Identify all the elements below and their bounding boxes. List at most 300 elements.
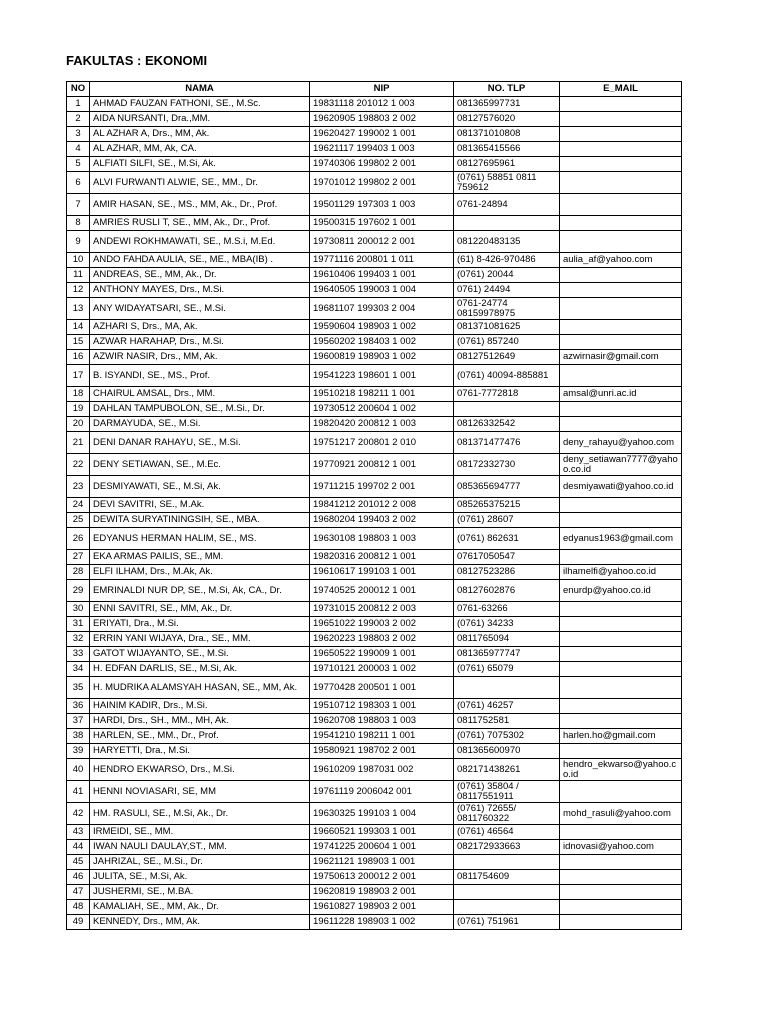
cell-nama: H. MUDRIKA ALAMSYAH HASAN, SE., MM, Ak. [90,677,310,699]
cell-nama: KENNEDY, Drs., MM, Ak. [90,915,310,930]
cell-no: 5 [67,157,90,172]
cell-email: mohd_rasuli@yahoo.com [560,803,682,825]
cell-no: 40 [67,759,90,781]
table-row [67,714,682,729]
cell-no: 35 [67,677,90,699]
cell-no: 38 [67,729,90,744]
table-row [67,662,682,677]
cell-no: 49 [67,915,90,930]
cell-phone: (0761) 7075302 [454,729,560,744]
cell-no: 19 [67,402,90,417]
cell-email [560,825,682,840]
table-row [67,283,682,298]
cell-phone: (0761) 65079 [454,662,560,677]
cell-email [560,513,682,528]
cell-nama: DEWITA SURYATININGSIH, SE., MBA. [90,513,310,528]
cell-no: 44 [67,840,90,855]
cell-email [560,283,682,298]
cell-nama: JULITA, SE., M.Si, Ak. [90,870,310,885]
cell-no: 7 [67,194,90,216]
cell-nama: EKA ARMAS PAILIS, SE., MM. [90,550,310,565]
cell-nama: ELFI ILHAM, Drs., M.Ak, Ak. [90,565,310,580]
cell-nama: ANDEWI ROKHMAWATI, SE., M.S.i, M.Ed. [90,231,310,253]
cell-email [560,781,682,803]
cell-email [560,699,682,714]
cell-nip: 19620223 198803 2 002 [310,632,454,647]
cell-phone [454,885,560,900]
table-row [67,744,682,759]
table-row [67,298,682,320]
cell-email [560,268,682,283]
cell-phone [454,402,560,417]
table-row [67,172,682,194]
cell-no: 25 [67,513,90,528]
cell-nip: 19771116 200801 1 011 [310,253,454,268]
cell-phone: (0761) 28607 [454,513,560,528]
table-row [67,194,682,216]
cell-nama: CHAIRUL AMSAL, Drs., MM. [90,387,310,402]
cell-nip: 19680204 199403 2 002 [310,513,454,528]
cell-phone: (0761) 58851 0811 759612 [454,172,560,194]
cell-no: 16 [67,350,90,365]
cell-nama: JAHRIZAL, SE., M.Si., Dr. [90,855,310,870]
table-row [67,350,682,365]
cell-nip: 19510218 198211 1 001 [310,387,454,402]
cell-phone: 08127523286 [454,565,560,580]
cell-no: 33 [67,647,90,662]
table-row [67,885,682,900]
cell-phone: 081371477476 [454,432,560,454]
cell-email [560,402,682,417]
cell-phone: 081365977747 [454,647,560,662]
cell-nama: AHMAD FAUZAN FATHONI, SE., M.Sc. [90,97,310,112]
cell-nama: ANTHONY MAYES, Drs., M.Si. [90,283,310,298]
table-row [67,402,682,417]
cell-no: 34 [67,662,90,677]
table-row [67,632,682,647]
cell-email [560,172,682,194]
cell-email [560,365,682,387]
cell-nama: DENY SETIAWAN, SE., M.Ec. [90,454,310,476]
cell-email [560,550,682,565]
cell-nama: ALFIATI SILFI, SE., M.Si, Ak. [90,157,310,172]
cell-email [560,231,682,253]
cell-nama: AMRIES RUSLI T, SE., MM, Ak., Dr., Prof. [90,216,310,231]
cell-nip: 19590604 198903 1 002 [310,320,454,335]
cell-nama: ANY WIDAYATSARI, SE., M.Si. [90,298,310,320]
cell-phone: 081365997731 [454,97,560,112]
cell-phone [454,677,560,699]
column-header-tlp: NO. TLP [454,82,560,97]
table-row [67,915,682,930]
cell-no: 32 [67,632,90,647]
cell-nip: 19501129 197303 1 003 [310,194,454,216]
cell-nip: 19621117 199403 1 003 [310,142,454,157]
cell-no: 36 [67,699,90,714]
staff-table [66,81,682,930]
cell-nip: 19541223 198601 1 001 [310,365,454,387]
cell-phone: 08127695961 [454,157,560,172]
cell-no: 28 [67,565,90,580]
cell-no: 45 [67,855,90,870]
cell-phone: 0811752581 [454,714,560,729]
cell-phone [454,900,560,915]
table-row [67,231,682,253]
cell-email: aulia_af@yahoo.com [560,253,682,268]
cell-no: 4 [67,142,90,157]
cell-nama: EMRINALDI NUR DP, SE., M.Si, Ak, CA., Dr. [90,580,310,602]
cell-nip: 19630108 198803 1 003 [310,528,454,550]
cell-nip: 19560202 198403 1 002 [310,335,454,350]
cell-email [560,127,682,142]
cell-email: amsal@unri.ac.id [560,387,682,402]
cell-email [560,335,682,350]
cell-nama: GATOT WIJAYANTO, SE., M.Si. [90,647,310,662]
cell-nip: 19820420 200812 1 003 [310,417,454,432]
cell-phone: 08126332542 [454,417,560,432]
table-row [67,253,682,268]
cell-nip: 19831118 201012 1 003 [310,97,454,112]
cell-nip: 19741225 200604 1 001 [310,840,454,855]
cell-phone: 081365600970 [454,744,560,759]
cell-email: desmiyawati@yahoo.co.id [560,476,682,498]
cell-phone: 07617050547 [454,550,560,565]
cell-email [560,870,682,885]
cell-no: 24 [67,498,90,513]
cell-nip: 19620708 198803 1 003 [310,714,454,729]
cell-phone: 081365415566 [454,142,560,157]
cell-email [560,632,682,647]
table-header-row [67,82,682,97]
table-row [67,729,682,744]
table-row [67,97,682,112]
table-row [67,565,682,580]
cell-nip: 19740525 200012 1 001 [310,580,454,602]
table-row [67,840,682,855]
table-row [67,825,682,840]
cell-email [560,647,682,662]
table-row [67,528,682,550]
table-row [67,320,682,335]
cell-email [560,417,682,432]
cell-nip: 19611228 198903 1 002 [310,915,454,930]
cell-no: 27 [67,550,90,565]
table-row [67,870,682,885]
cell-phone: 08127602876 [454,580,560,602]
table-row [67,157,682,172]
cell-no: 17 [67,365,90,387]
cell-phone: 0761-24774 08159978975 [454,298,560,320]
cell-nip: 19710121 200003 1 002 [310,662,454,677]
cell-nama: HENNI NOVIASARI, SE, MM [90,781,310,803]
cell-phone: 0811754609 [454,870,560,885]
table-row [67,417,682,432]
cell-no: 11 [67,268,90,283]
cell-no: 26 [67,528,90,550]
cell-email [560,744,682,759]
cell-no: 41 [67,781,90,803]
cell-nama: JUSHERMI, SE., M.BA. [90,885,310,900]
cell-phone: 085265375215 [454,498,560,513]
cell-phone: 0761-7772818 [454,387,560,402]
cell-nip: 19541210 198211 1 001 [310,729,454,744]
cell-no: 31 [67,617,90,632]
cell-nip: 19730811 200012 2 001 [310,231,454,253]
cell-no: 29 [67,580,90,602]
cell-no: 20 [67,417,90,432]
column-header-email: E_MAIL [560,82,682,97]
cell-phone: (0761) 40094-885881 [454,365,560,387]
cell-email: harlen.ho@gmail.com [560,729,682,744]
cell-nama: ENNI SAVITRI, SE., MM, Ak., Dr. [90,602,310,617]
cell-no: 1 [67,97,90,112]
cell-email [560,662,682,677]
cell-no: 8 [67,216,90,231]
cell-nip: 19640505 199003 1 004 [310,283,454,298]
cell-nama: DESMIYAWATI, SE., M.Si, Ak. [90,476,310,498]
table-row [67,617,682,632]
cell-email [560,298,682,320]
cell-phone: 08127512649 [454,350,560,365]
page-title: FAKULTAS : EKONOMI [66,53,208,68]
table-row [67,855,682,870]
cell-nama: HARLEN, SE., MM., Dr., Prof. [90,729,310,744]
cell-nama: HARDI, Drs., SH., MM., MH, Ak. [90,714,310,729]
cell-email: enurdp@yahoo.co.id [560,580,682,602]
table-row [67,550,682,565]
cell-no: 37 [67,714,90,729]
cell-nip: 19610617 199103 1 001 [310,565,454,580]
cell-phone: 082172933663 [454,840,560,855]
cell-nip: 19620905 198803 2 002 [310,112,454,127]
cell-phone: (0761) 857240 [454,335,560,350]
cell-no: 13 [67,298,90,320]
cell-nama: DEVI SAVITRI, SE., M.Ak. [90,498,310,513]
cell-email: ilhamelfi@yahoo.co.id [560,565,682,580]
cell-phone: 081220483135 [454,231,560,253]
table-row [67,268,682,283]
cell-email: edyanus1963@gmail.com [560,528,682,550]
cell-phone: 082171438261 [454,759,560,781]
table-row [67,602,682,617]
cell-email: hendro_ekwarso@yahoo.co.id [560,759,682,781]
cell-phone: (0761) 862631 [454,528,560,550]
cell-email [560,194,682,216]
cell-nip: 19510712 198303 1 001 [310,699,454,714]
cell-nip: 19751217 200801 2 010 [310,432,454,454]
cell-phone: 081371010808 [454,127,560,142]
cell-nip: 19730512 200604 1 002 [310,402,454,417]
table-row [67,216,682,231]
cell-nip: 19740306 199802 2 001 [310,157,454,172]
cell-nip: 19630325 199103 1 004 [310,803,454,825]
cell-phone: (0761) 34233 [454,617,560,632]
cell-nip: 19681107 199303 2 004 [310,298,454,320]
cell-nip: 19610209 1987031 002 [310,759,454,781]
cell-no: 46 [67,870,90,885]
table-row [67,900,682,915]
cell-nama: AIDA NURSANTI, Dra.,MM. [90,112,310,127]
cell-nip: 19500315 197602 1 001 [310,216,454,231]
cell-nip: 19731015 200812 2 003 [310,602,454,617]
cell-phone: (61) 8-426-970486 [454,253,560,268]
cell-nama: ERRIN YANI WIJAYA, Dra., SE., MM. [90,632,310,647]
cell-nama: B. ISYANDI, SE., MS., Prof. [90,365,310,387]
cell-nama: DAHLAN TAMPUBOLON, SE., M.Si., Dr. [90,402,310,417]
cell-email [560,602,682,617]
cell-nama: HENDRO EKWARSO, Drs., M.Si. [90,759,310,781]
cell-no: 30 [67,602,90,617]
cell-nama: HAINIM KADIR, Drs., M.Si. [90,699,310,714]
cell-nip: 19820316 200812 1 001 [310,550,454,565]
cell-phone: 081371081625 [454,320,560,335]
cell-nip: 19610406 199403 1 001 [310,268,454,283]
cell-nip: 19620819 198903 2 001 [310,885,454,900]
cell-nip: 19711215 199702 2 001 [310,476,454,498]
cell-email: deny_setiawan7777@yahoo.co.id [560,454,682,476]
cell-nip: 19621121 198903 1 001 [310,855,454,870]
cell-email [560,216,682,231]
cell-phone: (0761) 20044 [454,268,560,283]
cell-no: 42 [67,803,90,825]
cell-nip: 19660521 199303 1 001 [310,825,454,840]
cell-nama: ALVI FURWANTI ALWIE, SE., MM., Dr. [90,172,310,194]
cell-phone: (0761) 751961 [454,915,560,930]
cell-nama: AZWAR HARAHAP, Drs., M.Si. [90,335,310,350]
cell-no: 3 [67,127,90,142]
cell-nip: 19770921 200812 1 001 [310,454,454,476]
cell-email: azwirnasir@gmail.com [560,350,682,365]
cell-nip: 19650522 199009 1 001 [310,647,454,662]
cell-nama: ANDREAS, SE., MM, Ak., Dr. [90,268,310,283]
cell-nama: AMIR HASAN, SE., MS., MM, Ak., Dr., Prof. [90,194,310,216]
cell-email [560,320,682,335]
cell-email: idnovasi@yahoo.com [560,840,682,855]
cell-phone: 085365694777 [454,476,560,498]
cell-email [560,885,682,900]
cell-no: 14 [67,320,90,335]
column-header-nama: NAMA [90,82,310,97]
cell-nama: DENI DANAR RAHAYU, SE., M.Si. [90,432,310,454]
cell-phone: (0761) 35804 / 08117551911 [454,781,560,803]
cell-nip: 19610827 198903 2 001 [310,900,454,915]
cell-no: 43 [67,825,90,840]
cell-phone: 0811765094 [454,632,560,647]
cell-nama: HARYETTI, Dra., M.Si. [90,744,310,759]
table-row [67,432,682,454]
cell-nip: 19620427 199002 1 001 [310,127,454,142]
column-header-nip: NIP [310,82,454,97]
column-header-no: NO [67,82,90,97]
cell-nip: 19701012 199802 2 001 [310,172,454,194]
cell-no: 12 [67,283,90,298]
cell-phone: 0761-63266 [454,602,560,617]
cell-email [560,157,682,172]
table-row [67,677,682,699]
cell-no: 48 [67,900,90,915]
cell-no: 6 [67,172,90,194]
cell-nama: AL AZHAR, MM, Ak, CA. [90,142,310,157]
cell-phone: (0761) 46564 [454,825,560,840]
cell-no: 15 [67,335,90,350]
table-row [67,142,682,157]
cell-phone: 0761-24894 [454,194,560,216]
cell-no: 39 [67,744,90,759]
cell-phone: 08172332730 [454,454,560,476]
cell-nip: 19600819 198903 1 002 [310,350,454,365]
cell-email [560,900,682,915]
cell-email [560,97,682,112]
table-body [67,97,682,930]
cell-no: 23 [67,476,90,498]
cell-email [560,142,682,157]
cell-nama: DARMAYUDA, SE., M.Si. [90,417,310,432]
cell-nip: 19841212 201012 2 008 [310,498,454,513]
table-row [67,781,682,803]
cell-no: 22 [67,454,90,476]
cell-email [560,714,682,729]
cell-phone [454,855,560,870]
table-row [67,513,682,528]
cell-nama: IRMEIDI, SE., MM. [90,825,310,840]
cell-phone: (0761) 72655/ 0811760322 [454,803,560,825]
cell-nama: KAMALIAH, SE., MM, Ak., Dr. [90,900,310,915]
cell-nip: 19580921 198702 2 001 [310,744,454,759]
cell-email [560,915,682,930]
cell-nip: 19761119 2006042 001 [310,781,454,803]
cell-phone: (0761) 46257 [454,699,560,714]
cell-nama: HM. RASULI, SE., M.Si, Ak., Dr. [90,803,310,825]
table-row [67,112,682,127]
cell-nip: 19651022 199003 2 002 [310,617,454,632]
table-row [67,365,682,387]
table-row [67,647,682,662]
cell-email [560,112,682,127]
table-row [67,335,682,350]
cell-nama: AZHARI S, Drs., MA, Ak. [90,320,310,335]
table-row [67,454,682,476]
cell-email [560,855,682,870]
cell-nip: 19770428 200501 1 001 [310,677,454,699]
cell-email [560,677,682,699]
cell-email [560,617,682,632]
cell-nama: H. EDFAN DARLIS, SE., M.Si, Ak. [90,662,310,677]
table-row [67,476,682,498]
cell-phone: 08127576020 [454,112,560,127]
cell-phone: 0761) 24494 [454,283,560,298]
table-row [67,498,682,513]
table-row [67,387,682,402]
cell-phone [454,216,560,231]
cell-no: 47 [67,885,90,900]
cell-no: 18 [67,387,90,402]
table-row [67,803,682,825]
cell-nama: ERIYATI, Dra., M.Si. [90,617,310,632]
cell-nama: EDYANUS HERMAN HALIM, SE., MS. [90,528,310,550]
cell-no: 9 [67,231,90,253]
cell-nip: 19750613 200012 2 001 [310,870,454,885]
table-row [67,699,682,714]
table-row [67,759,682,781]
cell-nama: AZWIR NASIR, Drs., MM, Ak. [90,350,310,365]
cell-no: 21 [67,432,90,454]
table-row [67,127,682,142]
cell-email: deny_rahayu@yahoo.com [560,432,682,454]
cell-no: 10 [67,253,90,268]
cell-email [560,498,682,513]
cell-nama: ANDO FAHDA AULIA, SE., ME., MBA(IB) . [90,253,310,268]
cell-nama: AL AZHAR A, Drs., MM, Ak. [90,127,310,142]
